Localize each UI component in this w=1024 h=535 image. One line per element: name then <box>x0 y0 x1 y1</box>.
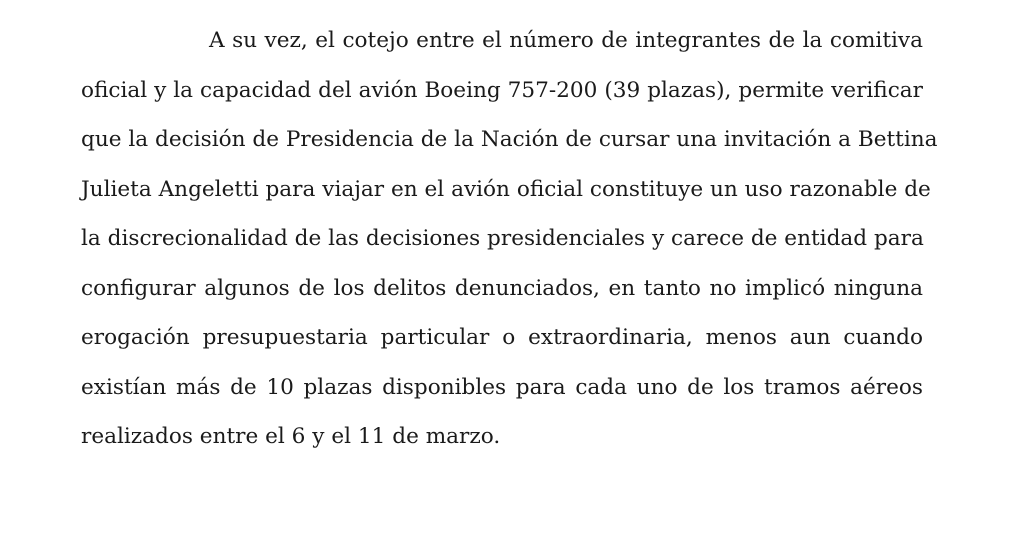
paragraph-line: Julieta Angeletti para viajar en el avión oficial constituye un uso razonable de <box>81 176 931 202</box>
paragraph-line: que la decisión de Presidencia de la Nación de cursar una invitación a Bettina <box>81 127 938 152</box>
paragraph-line: erogación presupuestaria particular o extraordinaria, menos aun cuando <box>81 325 923 350</box>
body-paragraph <box>81 22 938 468</box>
paragraph-line: realizados entre el 6 y el 11 de marzo. <box>81 424 501 449</box>
paragraph-line: existían más de 10 plazas disponibles para cada uno de los tramos aéreos <box>81 374 923 400</box>
paragraph-line: A su vez, el cotejo entre el número de integrantes de la comitiva <box>209 28 923 53</box>
paragraph-line: la discrecionalidad de las decisiones presidenciales y carece de entidad para <box>81 226 924 251</box>
paragraph-line: oficial y la capacidad del avión Boeing 757-200 (39 plazas), permite verificar <box>81 77 923 103</box>
paragraph-line: configurar algunos de los delitos denunciados, en tanto no implicó ninguna <box>81 275 923 301</box>
